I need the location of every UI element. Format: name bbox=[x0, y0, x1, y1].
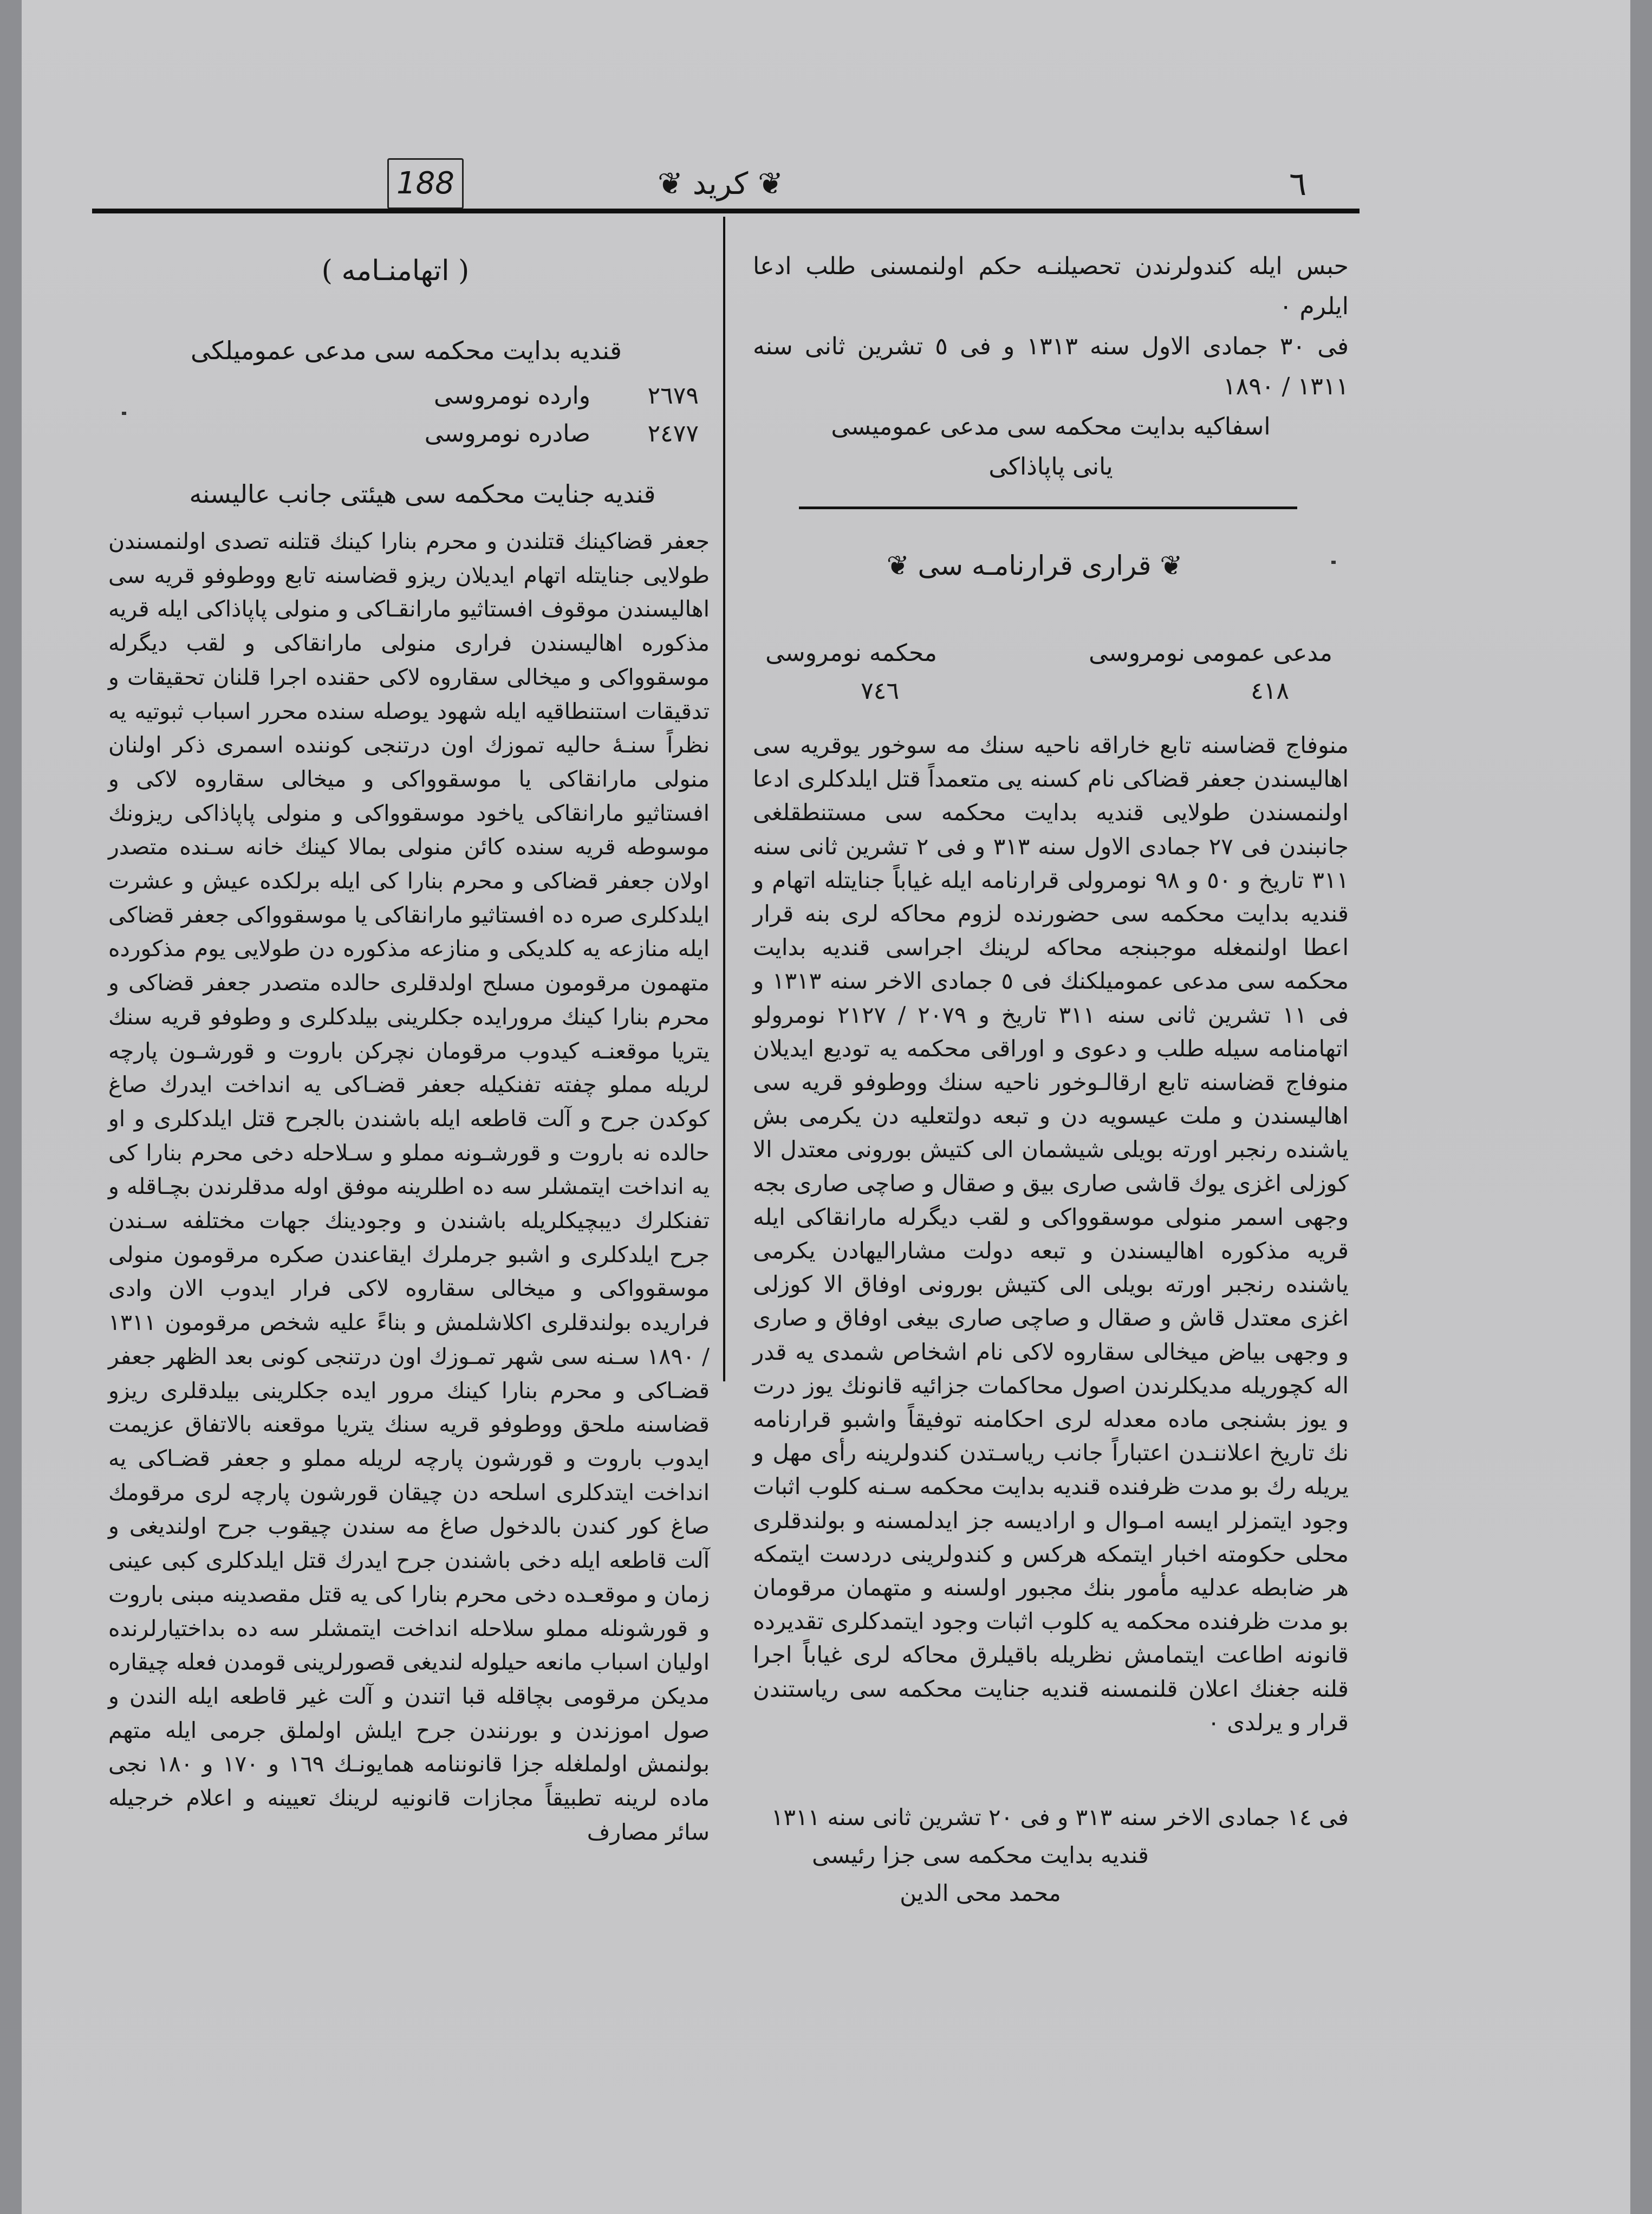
decision-numbers bbox=[753, 639, 1349, 720]
right-top-line: فی ۳۰ جمادی الاول سنه ۱۳۱۳ و فی ٥ تشرین ثانی سنه ۱۳۱۱ / ۱۸۹۰ bbox=[753, 333, 1349, 400]
indictment-body: جعفر قضاکینك قتلندن و محرم بنارا کینك قتلنه تصدی اولنمسندن طولایی جنایتله اتهام ایدیلان ریزو قضاسنه تابع ووطوفو قریه سی اهالیسندن موقوف افستاثیو مارانقـاکی و منولی پاپاذاکی ایله قریه مذکوره اهالیسندن فراری منولی مارانقاکی و لقب دیگرله موسقوواکی و میخالی سقاروه لاکی حقنده اجرا قلنان تحقیقات و تدقیقات استنطاقیه ایله شهود یوصله سنده محرر اسباب ثبوتیه یه نظراً سنـهٔ حالیه تموزك اون درتنجی کوننده اسمری ذکر اولنان منولی مارانقاکی یا موسقوواکی و میخالی سقاروه لاکی و افستاثیو مارانقاکی یاخود موسقوواکی و منولی پاپاذاکی ریزونك موسوطه قریه سنده کائن منولی بمالا کینك خانه سـنده متصدر اولان جعفر قضاکی و محرم بنارا کی ایله برلکده عیش و عشرت ایلدکلری صره ده افستاثیو مارانقاکی یا موسقوواکی جعفر قضاکی ایله منازعه یه کلدیکی و منازعه مذکوره دن طولایی یوم مذکورده متهمون مرقومون مسلح اولدقلری حالده متصدر جعفر قضاکی و محرم بنارا کینك مرورایده جکلرینی بیلدکلری و وطوفو قریه سنك یتریا موقعنـه کیدوب مرقومان نچرکن باروت و قورشـون پارچه لریله مملو چفته تفنکیله جعفر قضـاکی یه انداخت ایدرك صاغ کوکدن جرح و آلت قاطعه ایله باشندن بالجرح قتل ایلدکلری و او حالده نه باروت و قورشـونه مملو و سـلاحله دخی محرم بنارا کی یه انداخت ایتمشلر سه ده اطلرینه موفق اوله مدقلرندن بچـاقله و تفنکلرك دیبچیکلریله باشندن و وجودینك جهات مختلفه سـندن جرح ایلدکلری و اشبو جرملرك ایقاعندن صکره مرقومون منولی موسقوواکی و میخالی سقاروه لاکی فرار ایدوب الان وادی فراریده بولندقلری اکلاشلمش و بناءً علیه شخص مرقومون ۱۳۱۱ / ۱۸۹۰ سـنه سی شهر تمـوزك اون درتنجی کونی بعد الظهر جعفر قضـاکی و محرم بنارا کینك مرور ایده جکلرینی بیلدقلری ریزو قضاسنه ملحق ووطوفو قریه سنك یتریا موقعنه بالاتفاق عزیمت ایدوب باروت و قورشون پارچه لریله مملو و جعفر قضـاکی یه انداخت ایتدکلری اسلحه دن چیقان قورشون پارچه لری مرقومك صاغ کور کندن بالدخول صاغ مه سندن چیقوب جرح اولندیغی و آلت قاطعه ایله دخی باشندن جرح ایدرك قتل ایلدکلری کبی عینی زمان و موقعـده دخی محرم بنارا کی یه قتل مقصدینه مبنی باروت و قورشونله مملو سلاحله انداخت ایتمشلر سه ده بداختیارلرنده اولیان اسباب مانعه حیلوله لندیغی قصورلرینی قومدن فعله چیقاره مدیکن مرقومی بچاقله قبا اتندن و آلت غیر قاطعه ایله الندن و صول اموزندن و بورنندن جرح ایلش اولملق جرمی ایله متهم بولنمش اولملغله جزا قانوننامه همایونـك ۱٦۹ و ۱٧۰ و ۱۸۰ نجی ماده لرینه تطبیقاً مجازات قانونیه لرینك تعیینه و اعلام خرجیله سائر مصارف bbox=[108, 528, 710, 1845]
court-number-label: محکمه نومروسی bbox=[765, 639, 937, 667]
column-divider bbox=[723, 217, 725, 1381]
outgoing-number: ۲٤٧٧ bbox=[647, 420, 699, 447]
right-top-line: حبس ایله کندولرندن تحصیلنـه حکم اولنمسنی طلب ادعا ایلرم ۰ bbox=[753, 252, 1349, 320]
decision-date: فی ۱٤ جمادی الاخر سنه ۳۱۳ و فی ۲۰ تشرین ثانی سنه ۱۳۱۱ bbox=[771, 1804, 1349, 1830]
indictment-title: ( اتهامنـامه ) bbox=[321, 255, 470, 287]
header-rule bbox=[92, 209, 1360, 213]
prosecutor-number-label: مدعی عمومی نومروسی bbox=[1089, 639, 1332, 667]
signature-name: محمد محی الدین bbox=[900, 1880, 1061, 1906]
outgoing-label: صادره نومروسی bbox=[424, 420, 590, 447]
scan-speck bbox=[122, 412, 126, 415]
scan-edge-right bbox=[1630, 0, 1652, 2214]
right-top-line: اسفاکیه بدایت محکمه سی مدعی عمومیسی bbox=[831, 413, 1271, 440]
prosecutor-number: ٤١٨ bbox=[1251, 677, 1289, 705]
signature-title: قندیه بدایت محکمه سی جزا رئیسی bbox=[812, 1842, 1149, 1868]
addressee: قندیه جنایت محکمه سی هیئتی جانب عالیسنه bbox=[189, 479, 656, 509]
right-top-line: یانی پاپاذاکی bbox=[988, 453, 1113, 481]
court-number: ٧٤٦ bbox=[861, 677, 899, 705]
registry-numbers bbox=[255, 382, 715, 458]
prosecutor-office: قندیه بدایت محکمه سی مدعی عمومیلکی bbox=[190, 336, 622, 365]
right-top-block bbox=[753, 246, 1349, 487]
incoming-label: وارده نومروسی bbox=[434, 382, 590, 410]
incoming-number: ۲٦٧۹ bbox=[647, 382, 699, 410]
ornament-icon: ❦ bbox=[748, 166, 783, 202]
ornament-icon: ❦ bbox=[886, 550, 918, 581]
decision-body: منوفاج قضاسنه تابع خاراقه ناحیه سنك مه سوخور یوقریه سی اهالیسندن جعفر قضاکی نام کسنه یی متعمداً قتل ایلدکلری ادعا اولنمسندن طولایی قندیه بدایت محکمه سی مستنطقلغی جانبندن فی ٢٧ جمادی الاول سنه ۳۱۳ و فی ٢ تشرین ثانی سنه ۳۱۱ تاریخ و ٥۰ و ۹۸ نومرولی قرارنامه ایله غیاباً جنایتله اتهام و قندیه بدایت محکمه سی حضورنده لزوم محاکه لری بنه قرار اعطا اولنمغله موجبنجه محاکه لرینك اجراسی قندیه بدایت محکمه سی مدعی عمومیلکنك فی ٥ جمادی الاخر سنه ۱۳۱۳ و فی ۱۱ تشرین ثانی سنه ۳۱۱ تاریخ و ۲۰۷۹ / ۲۱۲۷ نومرولو اتهامنامه سیله طلب و دعوی و اوراقی محکمه یه تودیع ایدیلان منوفاج قضاسنه تابع ارقالـوخور ناحیه سنك ووطوفو قریه سی اهالیسندن و ملت عیسویه دن و تبعه دولتعلیه دن یکرمی بش یاشنده رنجبر اورته بویلی شیشمان الی کتیش بورونی معتدل الا کوزلی اغزی یوك قاشی صاری بیق و صقال و صاچی صاری بجه وجهی اسمر منولی موسقوواکی و لقب دیگرله مارانقاکی ایله قریه مذکوره اهالیسندن و تبعه دولت مشارالیهادن یکرمی یاشنده رنجبر اورته بویلی الی کتیش بورونی اوفاق الا کوزلی اغزی معتدل قاش و صقال و صاچی صاری بیغی اوفاق و صاری و وجهی بیاض میخالی سقاروه لاکی نام اشخاص شمدی یه قدر اله کچوریله مدیکلرندن اصول محاکمات جزائیه قانونك یوز درت و یوز بشنجی ماده معدله لری احکامنه توفیقاً واشبو قرارنامه نك تاریخ اعلاننـدن اعتباراً جانب ریاسـتدن کندولرینه رأی مهل و یریله رك بو مدت ظرفنده قندیه بدایت محکمه سـنه کلوب اثبات وجود ایتمزلر ایسه امـوال و ارادیسه جز ایدلمسنه و بولندقلری محلی حکومته اخبار ایتمکه هرکس و کندولرینی دردست ایتمکه هر ضابطه عدلیه مأمور بنك مجبور اولسنه و متهمان مرقومان بو مدت ظرفنده محکمه یه کلوب اثبات وجود ایتمدکلری تقدیرده قانونه اطاعت ایتمامش نظریله باقیلرق محاکه لری غیاباً اجرا قلنه جغنك اعلان قلنمسنه قندیه جنایت محکمه سی ریاستندن قرار و یرلدی ۰ bbox=[753, 732, 1349, 1736]
ornament-icon: ❦ bbox=[657, 166, 693, 202]
folio-number: 188 bbox=[387, 158, 464, 209]
masthead-title: ❦ کرید ❦ bbox=[657, 166, 783, 202]
section-rule bbox=[799, 507, 1297, 509]
scan-speck bbox=[1331, 561, 1336, 564]
ornament-icon: ❦ bbox=[1151, 550, 1183, 581]
scan-edge-left bbox=[0, 0, 22, 2214]
decision-heading: ❦ قراری قرارنامـه سی ❦ bbox=[886, 550, 1183, 581]
page-number: ٦ bbox=[1289, 165, 1307, 203]
